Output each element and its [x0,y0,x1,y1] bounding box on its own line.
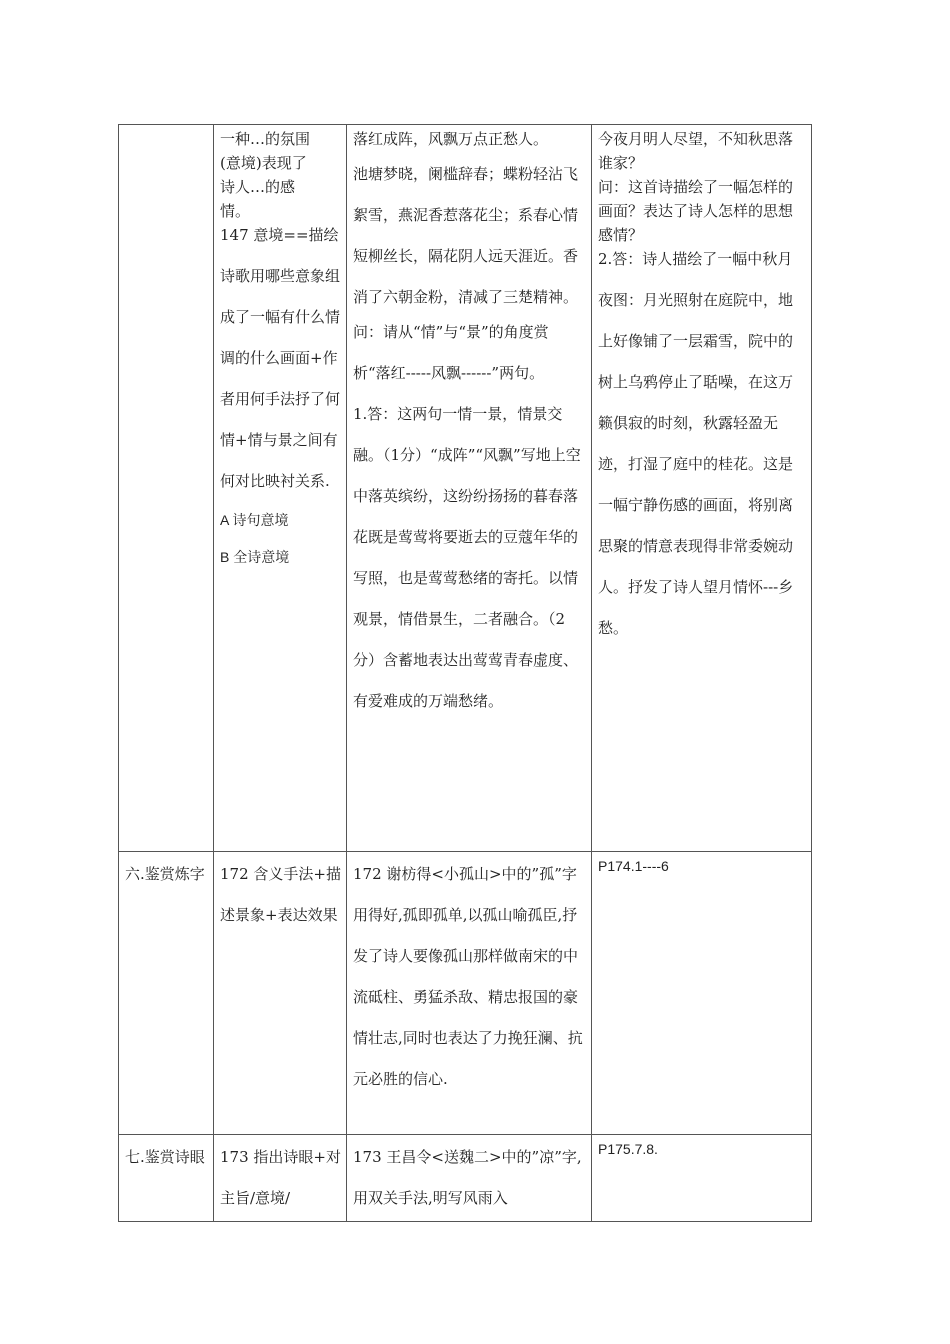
practice-reference: P174.1----6 [598,858,669,874]
example-poem-text: 池塘梦晓，阑槛辞春；蝶粉轻沾飞絮雪，燕泥香惹落花尘；系春心情短柳丝长，隔花阴人远天涯近。香消了六朝金粉，清减了三楚精神。 [353,165,579,306]
example-text: 173 王昌令<送魏二>中的”凉”字,用双关手法,明写风雨入 [353,1148,582,1207]
method-cell [214,125,347,852]
method-item-b: B 全诗意境 [220,549,290,565]
method-text: 173 指出诗眼+对主旨/意境/ [220,1148,341,1207]
method-line: 情。 [220,202,251,220]
category-cell [119,125,214,852]
notes-table [118,124,812,1222]
category-label: 六.鉴赏炼字 [125,865,205,883]
method-cell [214,852,347,1135]
example-text: 172 谢枋得<小孤山>中的”孤”字用得好,孤即孤单,以孤山喻孤臣,抒发了诗人要像孤山那样做南宋的中流砥柱、勇猛杀敌、精忠报国的豪情壮志,同时也表达了力挽狂澜、抗元必胜的信心. [353,865,583,1088]
example-cell [347,125,592,852]
example-answer: 1.答：这两句一情一景，情景交融。（1分）“成阵”“风飘”写地上空中落英缤纷，这纷纷扬扬的暮春落花既是莺莺将要逝去的豆蔻年华的写照，也是莺莺愁绪的寄托。以情观景，情借景生，二者融合。（2分）含蓄地表达出莺莺青春虚度、有爱难成的万端愁绪。 [353,405,581,710]
practice-question: 问：这首诗描绘了一幅怎样的画面？表达了诗人怎样的思想感情？ [598,178,794,244]
category-label: 七.鉴赏诗眼 [125,1148,205,1166]
practice-poem-line: 今夜月明人尽望，不知秋思落谁家？ [598,130,794,172]
table-row [119,1135,812,1222]
method-line: 一种…的氛围 [220,130,311,148]
practice-cell [592,1135,812,1222]
example-poem-line: 落红成阵，风飘万点正愁人。 [353,130,549,148]
method-line: (意境)表现了 [220,154,307,172]
method-paragraph: 147 意境==描绘诗歌用哪些意象组成了一幅有什么情调的什么画面+作者用何手法抒了何情+情与景之间有何对比映衬关系. [220,226,341,490]
table-row [119,125,812,852]
method-line: 诗人…的感 [220,178,296,196]
example-cell [347,1135,592,1222]
category-cell [119,852,214,1135]
example-cell [347,852,592,1135]
practice-reference: P175.7.8. [598,1141,658,1157]
example-question: 问：请从“情”与“景”的角度赏析“落红-----风飘------”两句。 [353,323,549,382]
method-item-a: A 诗句意境 [220,512,289,528]
category-cell [119,1135,214,1222]
table-row [119,852,812,1135]
practice-answer: 2.答：诗人描绘了一幅中秋月夜图：月光照射在庭院中，地上好像铺了一层霜雪，院中的树上乌鸦停止了聒噪，在这万籁俱寂的时刻，秋露轻盈无迹，打湿了庭中的桂花。这是一幅宁静伤感的画面，将别离思聚的情意表现得非常委婉动人。抒发了诗人望月情怀---乡愁。 [598,250,794,637]
method-text: 172 含义手法+描述景象+表达效果 [220,865,341,924]
practice-cell [592,125,812,852]
practice-cell [592,852,812,1135]
method-cell [214,1135,347,1222]
